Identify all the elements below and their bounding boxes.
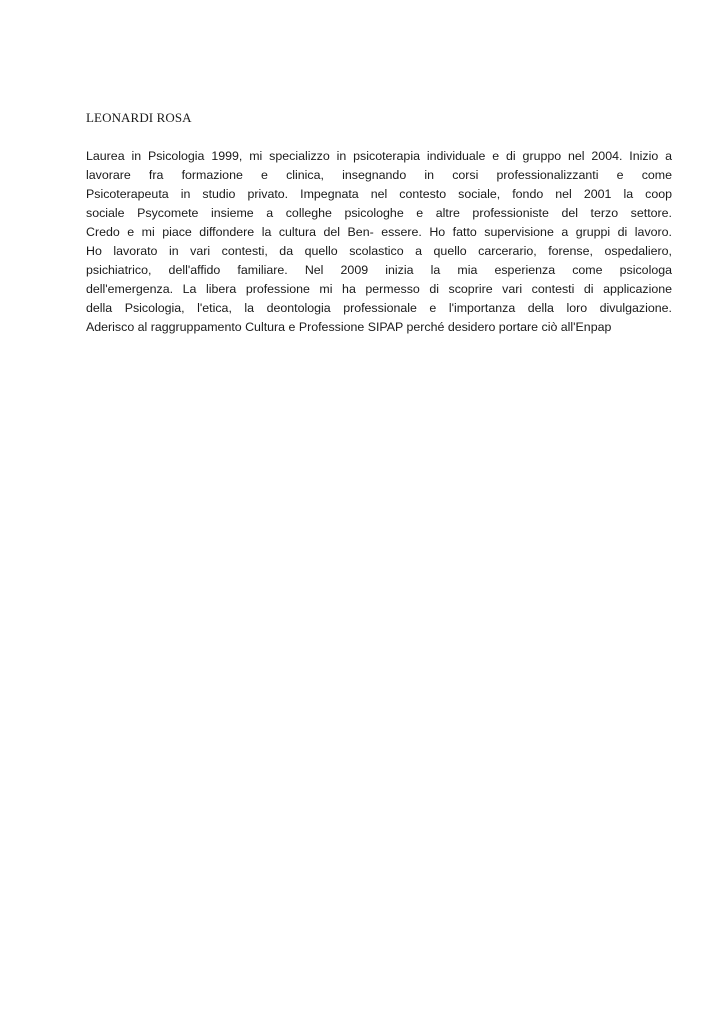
paragraph-line: Laurea in Psicologia 1999, mi specializzo in psicoterapia individuale e di gruppo nel 2004. Inizio a — [86, 149, 672, 163]
paragraph-line: psichiatrico, dell'affido familiare. Nel 2009 inizia la mia esperienza come psicologa — [86, 263, 672, 277]
paragraph-line: Aderisco al raggruppamento Cultura e Professione SIPAP perché desidero portare ciò all'Enpap — [86, 320, 612, 334]
paragraph-line: lavorare fra formazione e clinica, insegnando in corsi professionalizzanti e come — [86, 168, 672, 182]
paragraph-line: Psicoterapeuta in studio privato. Impegnata nel contesto sociale, fondo nel 2001 la coop — [86, 187, 672, 201]
paragraph-line: Credo e mi piace diffondere la cultura del Ben- essere. Ho fatto supervisione a gruppi di lavoro. — [86, 225, 672, 239]
biography-paragraph — [86, 147, 672, 337]
paragraph-line: sociale Psycomete insieme a colleghe psicologhe e altre professioniste del terzo settore. — [86, 206, 672, 220]
paragraph-line: della Psicologia, l'etica, la deontologia professionale e l'importanza della loro divulgazione. — [86, 301, 672, 315]
paragraph-line: Ho lavorato in vari contesti, da quello scolastico a quello carcerario, forense, ospedaliero, — [86, 244, 672, 258]
paragraph-line: dell'emergenza. La libera professione mi ha permesso di scoprire vari contesti di applicazione — [86, 282, 672, 296]
document-title: LEONARDI ROSA — [86, 110, 192, 125]
